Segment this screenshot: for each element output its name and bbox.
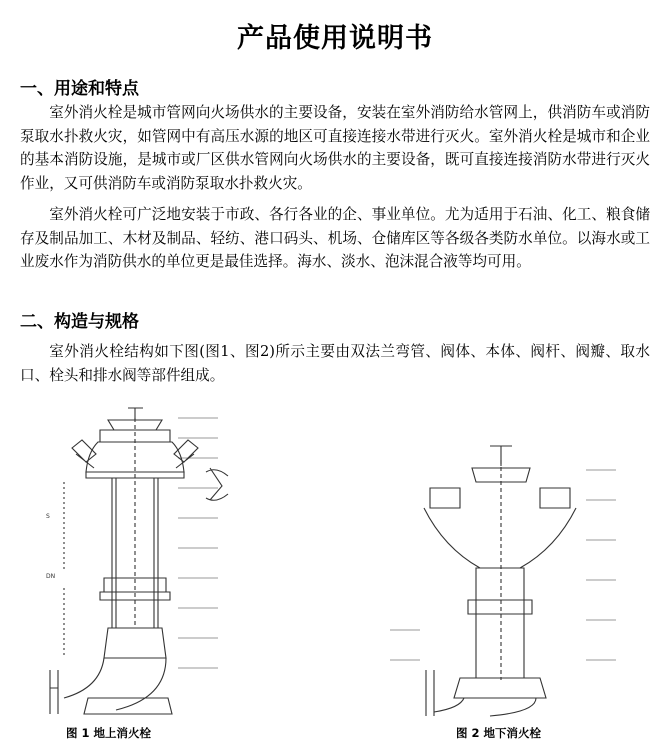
figure-2-caption: 图 2 地下消火栓 [456, 726, 542, 740]
page-title: 产品使用说明书 [237, 23, 433, 54]
section-heading-structure: 二、构造与规格 [20, 312, 139, 332]
section-heading-usage: 一、用途和特点 [20, 79, 139, 99]
figure-1-caption: 图 1 地上消火栓 [66, 726, 152, 740]
paragraph-usage-1: 室外消火栓是城市管网向火场供水的主要设备，安装在室外消防给水管网上，供消防车或消防泵取水扑救火灾，如管网中有高压水源的地区可直接连接水带进行灭火。室外消火栓是城市和企业的基本消防设施，是城市或厂区供水管网向火场供水的主要设备，既可直接连接消防水带进行灭火作业，又可供消防车或消防泵取水扑救火灾。 [20, 104, 650, 192]
figure-above-ground-hydrant [28, 398, 258, 718]
figure-underground-hydrant [390, 440, 630, 720]
svg-text:S: S [46, 513, 50, 520]
svg-text:DN: DN [46, 573, 56, 580]
paragraph-structure: 室外消火栓结构如下图(图1、图2)所示主要由双法兰弯管、阀体、本体、阀杆、阀瓣、取水口、栓头和排水阀等部件组成。 [20, 343, 650, 384]
paragraph-usage-2: 室外消火栓可广泛地安装于市政、各行各业的企、事业单位。尤为适用于石油、化工、粮食储存及制品加工、木材及制品、轻纺、港口码头、机场、仓储库区等各级各类防水单位。以海水或工业废水作为消防供水的单位更是最佳选择。海水、淡水、泡沫混合液等均可用。 [20, 206, 650, 271]
